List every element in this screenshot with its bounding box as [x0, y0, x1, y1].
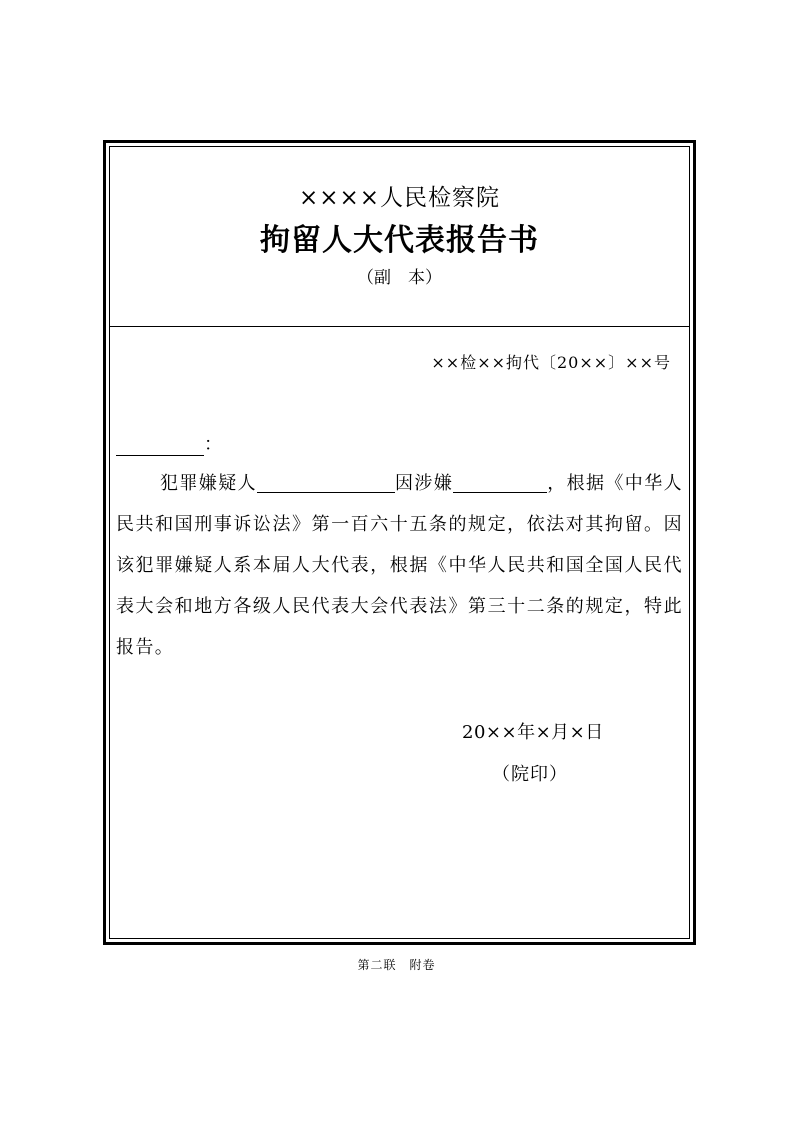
document-frame [103, 140, 696, 945]
suspect-name-blank [257, 470, 395, 493]
header-divider [110, 326, 689, 327]
document-number: ××检××拘代〔20××〕××号 [431, 353, 671, 372]
document-inner-border [109, 146, 690, 939]
addressee-blank [116, 435, 204, 456]
report-date: 20××年×月×日 [462, 722, 604, 743]
addressee-colon: ： [204, 434, 222, 455]
procuratorate-name: ××××人民检察院 [298, 185, 501, 211]
report-body [116, 463, 683, 668]
document-title: 拘留人大代表报告书 [260, 223, 539, 258]
copy-footer-label: 第二联 附卷 [357, 958, 436, 972]
crime-blank [453, 470, 547, 493]
body-part-crime-label: 因涉嫌 [395, 473, 454, 494]
body-part-main-text: ，根据《中华人民共和国刑事诉讼法》第一百六十五条的规定，依法对其拘留。因该犯罪嫌疑人系本届人大代表，根据《中华人民共和国全国人民代表大会和地方各级人民代表大会代表法》第三十二条的规定，特此报告。 [116, 473, 684, 658]
body-part-suspect-label: 犯罪嫌疑人 [160, 473, 257, 494]
copy-label: （副 本） [357, 268, 442, 288]
addressee-line [116, 430, 222, 456]
seal-label: （院印） [492, 764, 568, 785]
